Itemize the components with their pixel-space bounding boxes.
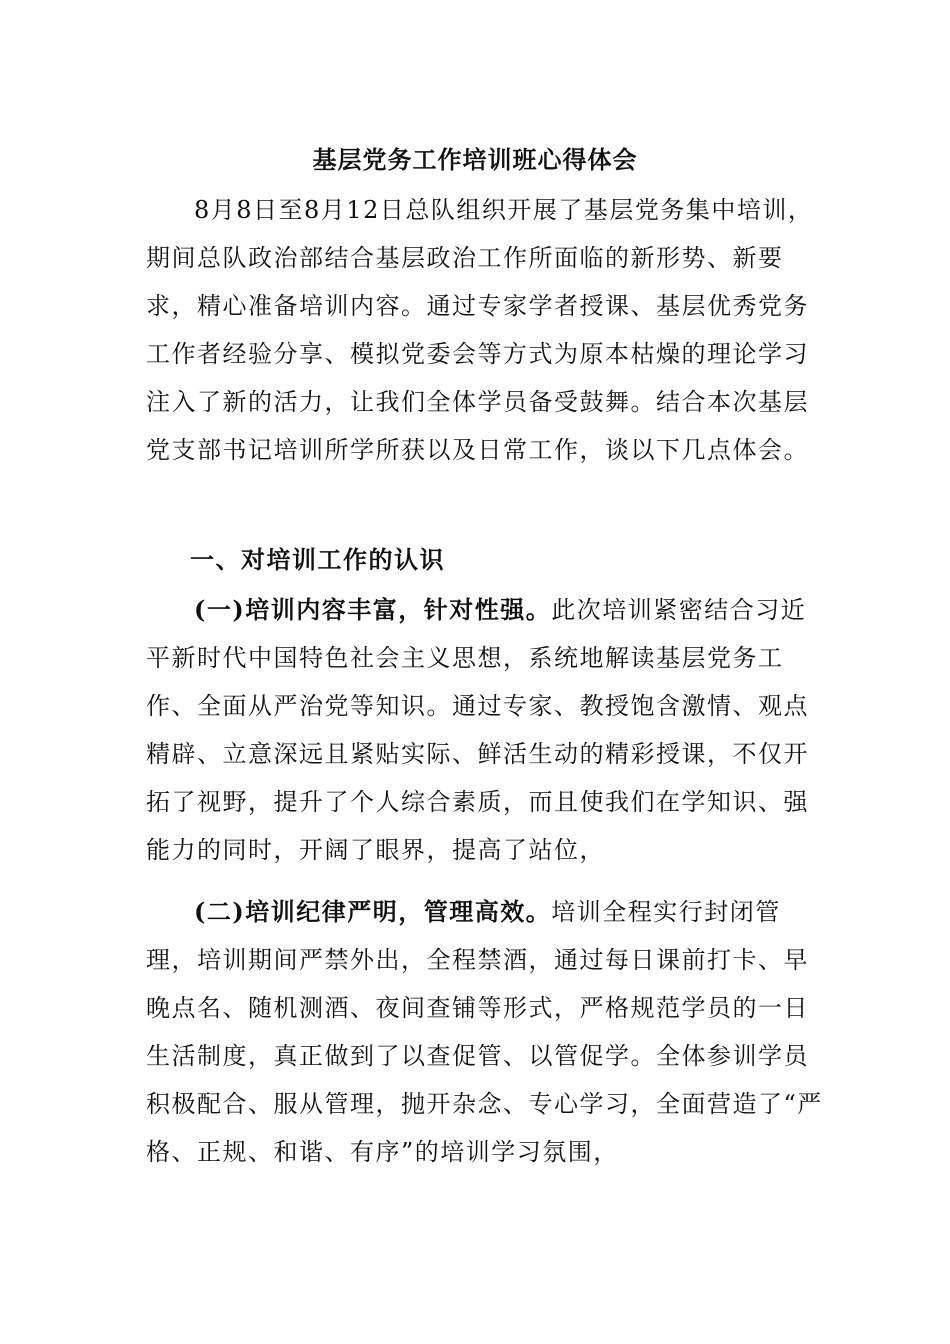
section-heading: 一、对培训工作的认识	[190, 545, 445, 574]
item-paragraph-1	[146, 586, 826, 874]
document-title: 基层党务工作培训班心得体会	[312, 145, 638, 174]
item-text-1: 此次培训紧密结合习近平新时代中国特色社会主义思想，系统地解读基层党务工作、全面从严治党等知识。通过专家、教授饱含激情、观点精辟、立意深远且紧贴实际、鲜活生动的精彩授课，不仅开拓了视野，提升了个人综合素质，而且使我们在学知识、强能力的同时，开阔了眼界，提高了站位，	[146, 596, 809, 864]
item-text-2: 培训全程实行封闭管理，培训期间严禁外出，全程禁酒，通过每日课前打卡、早晚点名、随机测酒、夜间查铺等形式，严格规范学员的一日生活制度，真正做到了以查促管、以管促学。全体参训学员积极配合、服从管理，抛开杂念、专心学习，全面营造了“严格、正规、和谐、有序”的培训学习氛围，	[146, 898, 823, 1166]
item-paragraph-2	[146, 888, 826, 1176]
item-lead-1: (一)培训内容丰富，针对性强。	[194, 595, 552, 624]
item-lead-2: (二)培训纪律严明，管理高效。	[194, 897, 552, 926]
intro-paragraph: 8月8日至8月12日总队组织开展了基层党务集中培训，期间总队政治部结合基层政治工作所面临的新形势、新要求，精心准备培训内容。通过专家学者授课、基层优秀党务工作者经验分享、模拟党委会等方式为原本枯燥的理论学习注入了新的活力，让我们全体学员备受鼓舞。结合本次基层党支部书记培训所学所获以及日常工作，谈以下几点体会。	[146, 196, 814, 464]
